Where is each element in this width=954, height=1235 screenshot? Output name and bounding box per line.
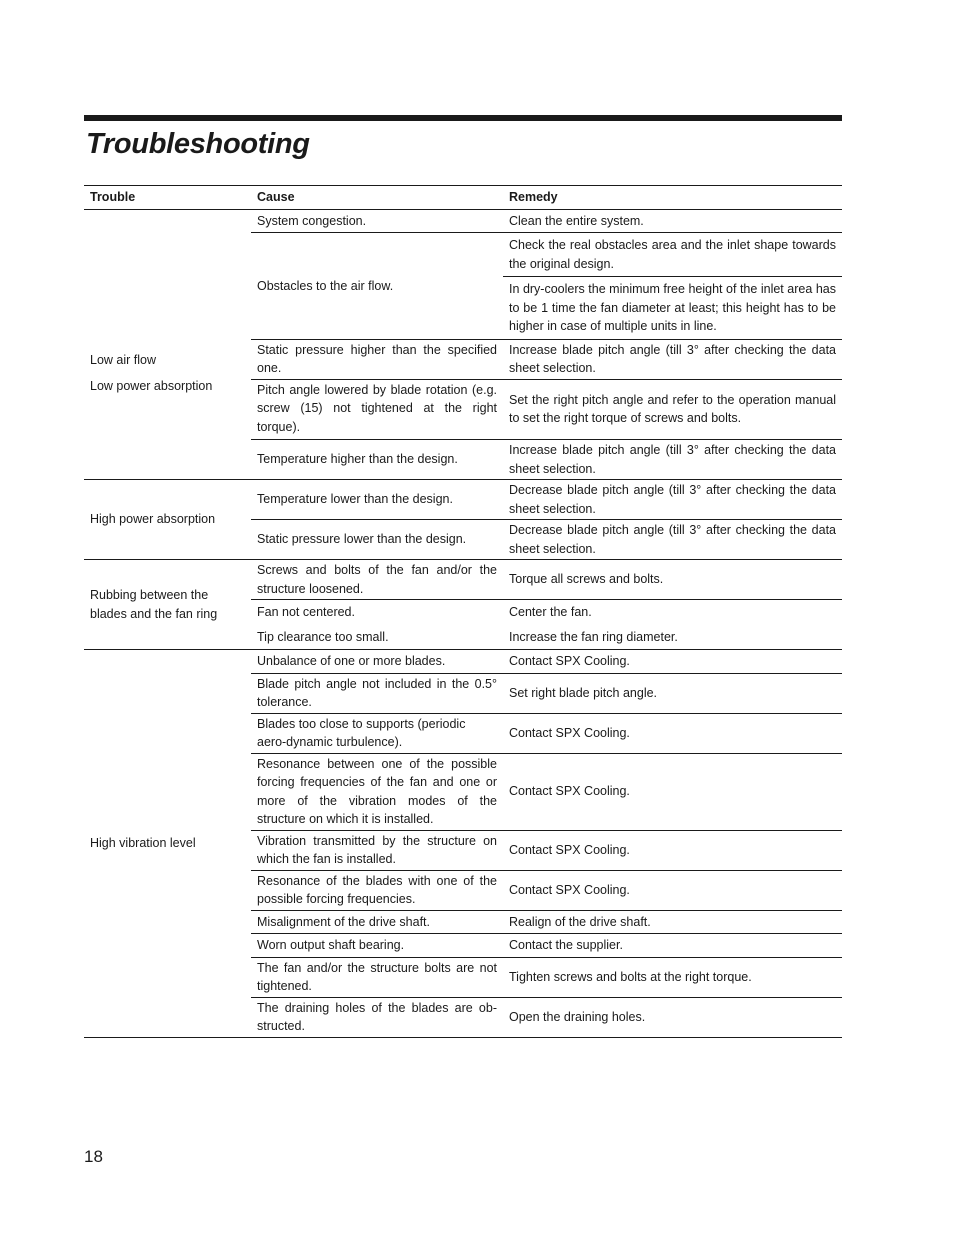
remedy-cell: Set right blade pitch angle. bbox=[503, 673, 842, 713]
table-row bbox=[84, 650, 842, 674]
cause-cell: Unbalance of one or more blades. bbox=[251, 650, 503, 674]
troubleshooting-table bbox=[84, 185, 842, 1038]
remedy-cell: Contact SPX Cooling. bbox=[503, 650, 842, 674]
cause-cell: Blade pitch angle not included in the 0.5° tolerance. bbox=[251, 673, 503, 713]
cause-cell: Temperature higher than the design. bbox=[251, 440, 503, 480]
remedy-cell: Open the draining holes. bbox=[503, 997, 842, 1037]
cause-cell: Blades too close to supports (periodic aero-dynamic turbulence). bbox=[251, 713, 503, 753]
cause-cell: Vibration transmitted by the structure on which the fan is installed. bbox=[251, 830, 503, 870]
remedy-cell: Center the fan. bbox=[509, 605, 592, 619]
trouble-text: Low power absorption bbox=[90, 378, 213, 393]
cause-cell: System congestion. bbox=[251, 209, 503, 233]
page-number: 18 bbox=[84, 1147, 103, 1166]
trouble-cell: Rubbing between the blades and the fan ring bbox=[84, 560, 251, 650]
cause-cell: Tip clearance too small. bbox=[251, 625, 503, 650]
remedy-cell: Increase blade pitch angle (till 3° after checking the data sheet selection. bbox=[503, 440, 842, 480]
cause-cell: Static pressure lower than the design. bbox=[251, 520, 503, 560]
cause-cell: Resonance of the blades with one of the possible forcing frequencies. bbox=[251, 870, 503, 910]
remedy-cell: Contact SPX Cooling. bbox=[503, 713, 842, 753]
remedy-cell: Tighten screws and bolts at the right torque. bbox=[503, 957, 842, 997]
remedy-cell: Increase the fan ring diameter. bbox=[503, 625, 842, 650]
remedy-cell: Torque all screws and bolts. bbox=[503, 560, 842, 600]
remedy-cell: Decrease blade pitch angle (till 3° after checking the data sheet selection. bbox=[503, 480, 842, 520]
remedy-cell: Increase blade pitch angle (till 3° after checking the data sheet selection. bbox=[503, 339, 842, 379]
remedy-cell: Decrease blade pitch angle (till 3° after checking the data sheet selection. bbox=[503, 520, 842, 560]
cause-cell: Pitch angle lowered by blade rotation (e.g. screw (15) not tightened at the right torque). bbox=[251, 379, 503, 440]
header-trouble: Trouble bbox=[84, 186, 251, 210]
table-row bbox=[84, 209, 842, 233]
trouble-cell: High power absorption bbox=[84, 480, 251, 560]
table-row bbox=[84, 560, 842, 600]
cause-cell: Screws and bolts of the fan and/or the structure loosened. bbox=[251, 560, 503, 600]
header-cause: Cause bbox=[251, 186, 503, 210]
trouble-text: Low air flow bbox=[90, 353, 156, 368]
remedy-cell: Set the right pitch angle and refer to the operation manual to set the right torque of screws and bolts. bbox=[503, 379, 842, 440]
cause-cell: Resonance between one of the possible forcing frequencies of the fan and one or more of the vibration modes of the structure on which it is installed. bbox=[251, 753, 503, 830]
cause-cell: The draining holes of the blades are ob-structed. bbox=[251, 997, 503, 1037]
cause-cell: Obstacles to the air flow. bbox=[251, 233, 503, 340]
remedy-cell: Check the real obstacles area and the inlet shape towards the original design. bbox=[503, 233, 842, 277]
remedy-cell: Contact the supplier. bbox=[503, 934, 842, 958]
remedy-cell: In dry-coolers the minimum free height of the inlet area has to be 1 time the fan diameter at least; this height has to be higher in case of multiple units in line. bbox=[503, 277, 842, 340]
table-row bbox=[84, 480, 842, 520]
cause-cell: Fan not centered. bbox=[257, 605, 355, 619]
table-header-row bbox=[84, 186, 842, 210]
header-remedy: Remedy bbox=[503, 186, 842, 210]
remedy-cell: Clean the entire system. bbox=[503, 209, 842, 233]
remedy-cell: Realign of the drive shaft. bbox=[503, 910, 842, 934]
cause-cell: Worn output shaft bearing. bbox=[251, 934, 503, 958]
cause-cell: Static pressure higher than the specified one. bbox=[251, 339, 503, 379]
trouble-cell bbox=[84, 209, 251, 480]
trouble-cell: High vibration level bbox=[84, 650, 251, 1038]
cause-cell: The fan and/or the structure bolts are not tightened. bbox=[251, 957, 503, 997]
page-title: Troubleshooting bbox=[86, 128, 310, 160]
cause-cell: Misalignment of the drive shaft. bbox=[251, 910, 503, 934]
remedy-cell: Contact SPX Cooling. bbox=[503, 830, 842, 870]
cause-cell: Temperature lower than the design. bbox=[251, 480, 503, 520]
top-rule bbox=[84, 115, 842, 121]
remedy-cell: Contact SPX Cooling. bbox=[503, 870, 842, 910]
remedy-cell: Contact SPX Cooling. bbox=[503, 753, 842, 830]
